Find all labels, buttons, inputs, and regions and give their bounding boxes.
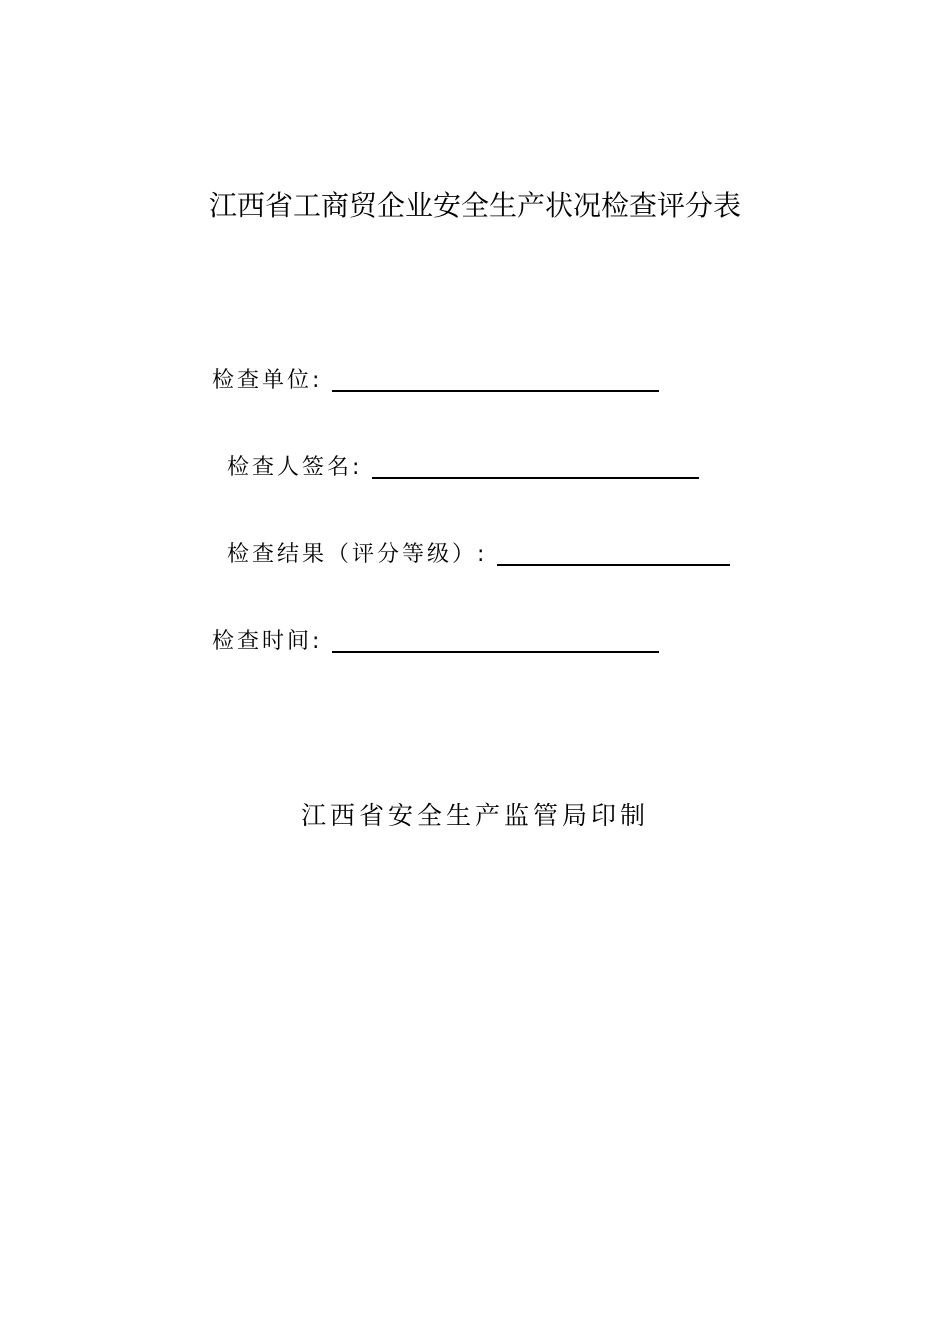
inspection-result-blank-line[interactable] — [497, 540, 730, 566]
inspection-time-field — [212, 627, 659, 657]
inspector-signature-label: 检查人签名: — [227, 455, 363, 480]
inspection-result-field — [227, 540, 730, 570]
inspection-unit-blank-line[interactable] — [332, 366, 659, 392]
inspection-unit-label: 检查单位: — [212, 368, 323, 393]
inspection-result-label: 检查结果（评分等级）: — [227, 542, 488, 567]
inspection-time-blank-line[interactable] — [332, 627, 659, 653]
document-title: 江西省工商贸企业安全生产状况检查评分表 — [208, 189, 741, 222]
inspection-unit-field — [212, 366, 659, 396]
inspector-signature-field — [227, 453, 699, 483]
inspection-time-label: 检查时间: — [212, 629, 323, 654]
publisher-footer: 江西省安全生产监管局印制 — [300, 801, 649, 830]
inspector-signature-blank-line[interactable] — [372, 453, 699, 479]
